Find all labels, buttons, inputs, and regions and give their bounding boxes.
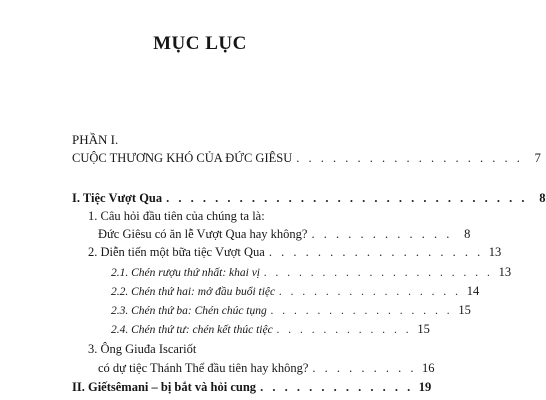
- toc-entry-text: 2.2. Chén thứ hai: mở đầu buổi tiệc: [111, 286, 276, 298]
- toc-entry-text: 2. Diễn tiến một bữa tiệc Vượt Qua: [88, 245, 265, 259]
- toc-page-number: 8: [539, 191, 546, 205]
- toc-entry-text: CUỘC THƯƠNG KHÓ CỦA ĐỨC GIÊSU: [72, 151, 293, 165]
- toc-subsection-2-1[interactable]: [111, 264, 512, 281]
- toc-subsection-2-2[interactable]: [111, 283, 480, 300]
- toc-page-number: 8: [464, 227, 471, 241]
- toc-page-number: 15: [458, 303, 471, 317]
- toc-page-number: 19: [418, 380, 432, 394]
- toc-subsection-2-4[interactable]: [111, 321, 430, 338]
- toc-page-number: 16: [422, 361, 435, 375]
- leader-dots: . . . . . . . . . . . . .: [260, 380, 414, 394]
- leader-dots: . . . . . . . . . . . . . . . . . . . . . . . . . . . . . .: [166, 191, 528, 205]
- toc-entry-text: I. Tiệc Vượt Qua: [72, 191, 163, 205]
- leader-dots: . . . . . . . . .: [312, 361, 417, 375]
- toc-section-3[interactable]: [98, 360, 435, 376]
- leader-dots: . . . . . . . . . . . . . . . .: [279, 286, 462, 298]
- toc-part-heading[interactable]: [72, 150, 541, 166]
- toc-subsection-2-3[interactable]: [111, 302, 471, 319]
- toc-entry-text: 2.1. Chén rượu thứ nhất: khai vị: [111, 267, 261, 279]
- page-title: MỤC LỤC: [153, 33, 247, 54]
- toc-page-number: 14: [466, 284, 480, 298]
- toc-chapter-1[interactable]: [72, 190, 546, 206]
- toc-entry-text: Đức Giêsu có ăn lễ Vượt Qua hay không?: [98, 227, 308, 241]
- leader-dots: . . . . . . . . . . . . . . . . . . . .: [264, 267, 494, 279]
- toc-section-2[interactable]: [88, 244, 502, 260]
- toc-chapter-2[interactable]: [72, 379, 432, 395]
- toc-page-number: 13: [488, 245, 502, 259]
- toc-page-number: 15: [417, 322, 430, 336]
- toc-section-1[interactable]: [98, 226, 471, 242]
- toc-entry-text: 2.4. Chén thứ tư: chén kết thúc tiệc: [111, 324, 273, 336]
- toc-page-number: 7: [534, 151, 541, 165]
- toc-entry-text: có dự tiệc Thánh Thể đầu tiên hay không?: [98, 361, 309, 375]
- leader-dots: . . . . . . . . . . . . . . . . . . .: [296, 151, 523, 165]
- leader-dots: . . . . . . . . . . . . . . . . . .: [268, 245, 484, 259]
- leader-dots: . . . . . . . . . . . .: [311, 227, 453, 241]
- leader-dots: . . . . . . . . . . . . . . . .: [270, 305, 453, 317]
- toc-entry-text: II. Giếtsêmani – bị bắt và hỏi cung: [72, 380, 257, 394]
- leader-dots: . . . . . . . . . . . .: [276, 324, 412, 336]
- toc-entry-text: 2.3. Chén thứ ba: Chén chúc tụng: [111, 305, 267, 317]
- toc-section-3-line-1[interactable]: 3. Ông Giuđa Iscariốt: [88, 342, 197, 356]
- toc-page-number: 13: [498, 265, 512, 279]
- part-label: PHẦN I.: [72, 132, 119, 147]
- toc-section-1-line-1[interactable]: 1. Câu hỏi đầu tiên của chúng ta là:: [88, 209, 265, 223]
